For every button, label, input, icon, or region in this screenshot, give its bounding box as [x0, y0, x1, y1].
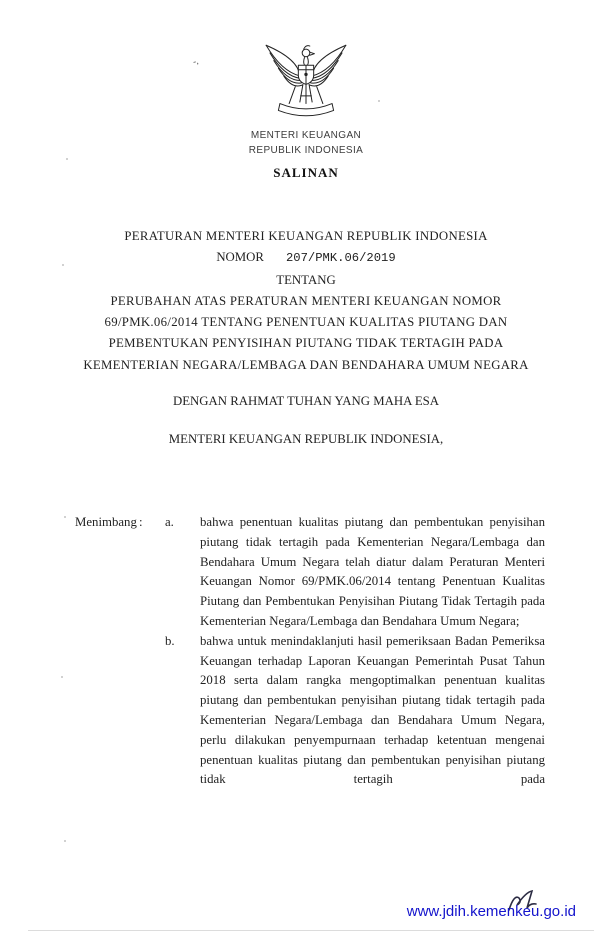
consideration-text-b: bahwa untuk menindaklanjuti hasil pemeriksaan Badan Pemeriksa Keuangan terhadap Laporan Keuangan Pemerintah Pusat Tahun 2018 serta dalam rangka mengoptimalkan penentuan kualitas piutang dan pembentukan penyisihan piutang tidak tertagih pada Kementerian Negara/Lembaga dan Bendahara Umum Negara, perlu dilakukan penyempurnaan terhadap ketentuan mengenai penentuan kualitas piutang dan pembentukan penyisihan piutang tidak tertagih pada [200, 633, 545, 787]
ministry-name-line1: MENTERI KEUANGAN [250, 130, 362, 141]
scan-speck [64, 840, 66, 842]
scan-artifact-line [28, 930, 594, 931]
regulation-subject: PERUBAHAN ATAS PERATURAN MENTERI KEUANGAN NOMOR 69/PMK.06/2014 TENTANG PENENTUAN KUALITAS PIUTANG DAN PEMBENTUKAN PENYISIHAN PIUTANG TIDAK TERTAGIH PADA KEMENTERIAN NEGARA/LEMBAGA DAN BENDAHARA UMUM NEGARA [83, 293, 529, 372]
invocation-line: DENGAN RAHMAT TUHAN YANG MAHA ESA [172, 394, 440, 409]
regulation-number-line [36, 247, 576, 269]
letterhead [0, 36, 612, 181]
footer-url[interactable]: www.jdih.kemenkeu.go.id [406, 903, 576, 920]
title-block [36, 226, 576, 451]
spacer-cell [75, 632, 139, 790]
menimbang-colon: : [139, 515, 143, 529]
ministry-name-line2: REPUBLIK INDONESIA [248, 145, 364, 156]
tentang-label: TENTANG [276, 272, 336, 287]
nomor-value: 207/PMK.06/2019 [285, 251, 396, 266]
issuer-line: MENTERI KEUANGAN REPUBLIK INDONESIA, [168, 432, 444, 447]
consideration-letter-b: b. [165, 633, 175, 648]
scan-speck [61, 676, 63, 678]
copy-label: SALINAN [273, 165, 339, 180]
garuda-pancasila-emblem-icon [260, 36, 352, 122]
regulation-heading: PERATURAN MENTERI KEUANGAN REPUBLIK INDONESIA [124, 229, 488, 243]
consideration-letter-a: a. [165, 515, 174, 529]
spacer-cell [139, 632, 165, 790]
consideration-text-a: bahwa penentuan kualitas piutang dan pembentukan penyisihan piutang tidak tertagih pada Kementerian Negara/Lembaga dan Bendahara Umum Negara telah diatur dalam Peraturan Menteri Keuangan Nomor 69/PMK.06/2014 tentang Penentuan Kualitas Piutang dan Pembentukan Penyisihan Piutang Tidak Tertagih pada Kementerian Negara/Lembaga dan Bendahara Umum Negara; [200, 515, 545, 628]
scan-speck [64, 516, 66, 518]
nomor-label: NOMOR [216, 250, 264, 265]
considerations-section [75, 513, 545, 790]
scan-mark: -, [192, 55, 200, 67]
menimbang-label: Menimbang [75, 515, 137, 529]
